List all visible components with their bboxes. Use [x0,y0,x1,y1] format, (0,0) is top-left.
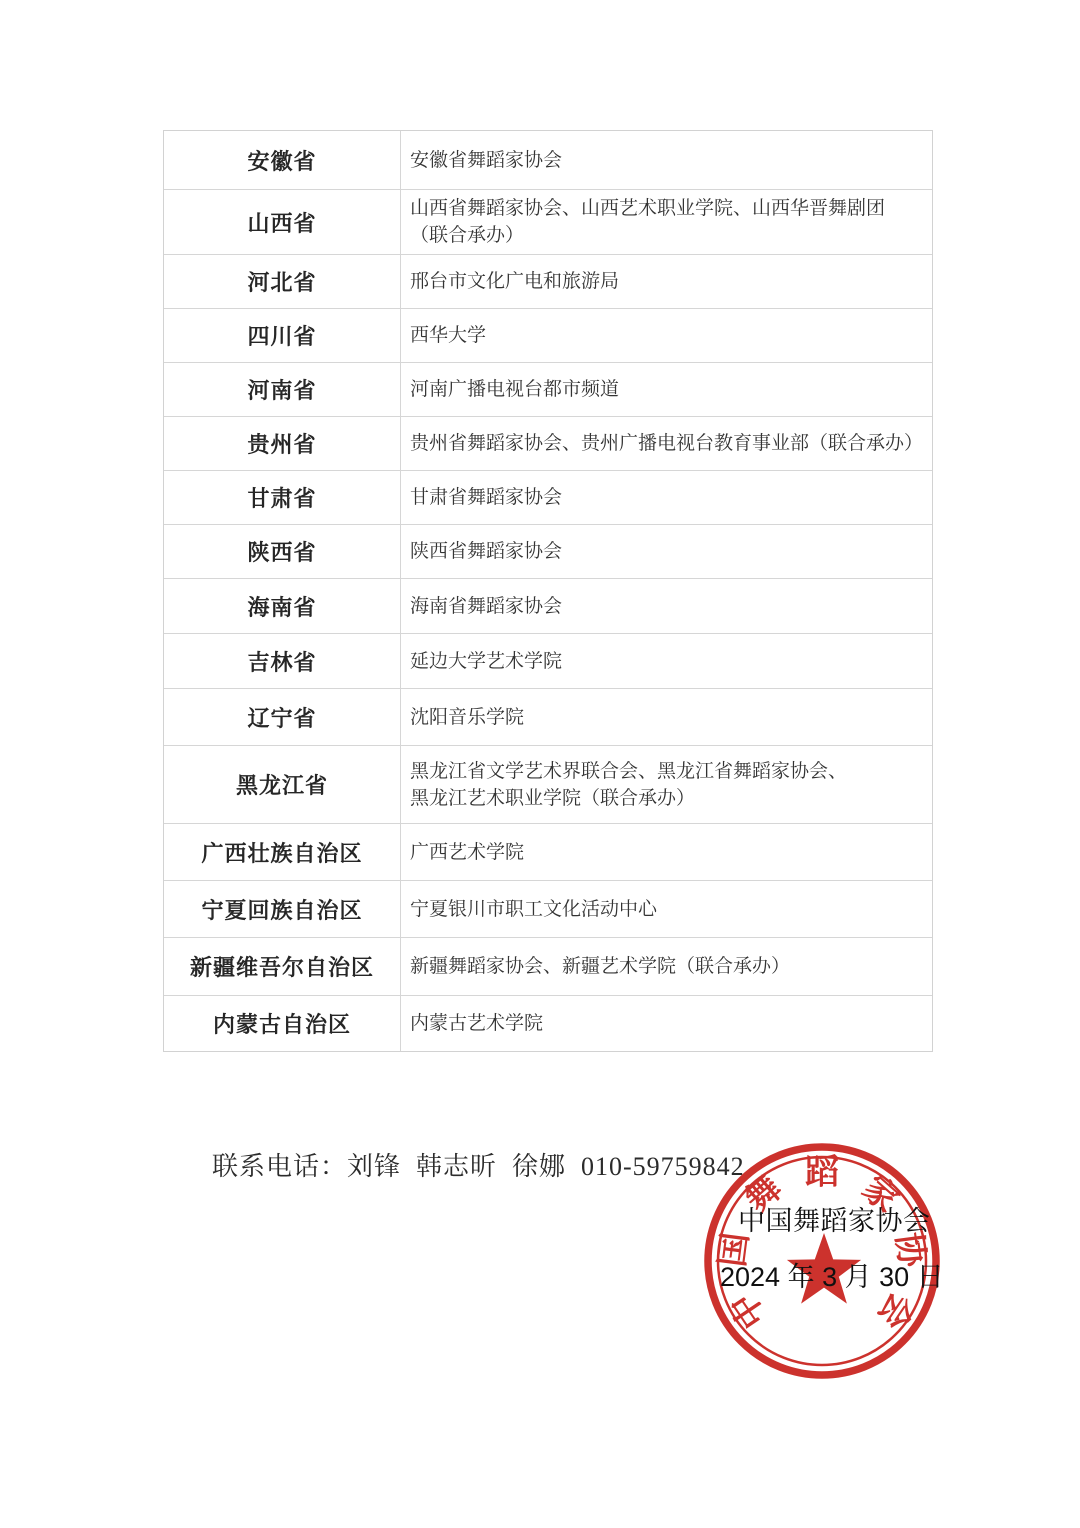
province-cell: 河北省 [164,255,401,308]
seal-stamp-icon [697,1136,947,1386]
province-cell: 宁夏回族自治区 [164,881,401,937]
organizer-cell: 安徽省舞蹈家协会 [410,149,563,171]
organizer-cell: 陕西省舞蹈家协会 [410,541,563,562]
province-cell: 四川省 [164,309,401,362]
table-row [164,823,932,880]
seal-arc-char: 家 [855,1169,906,1221]
province-cell: 贵州省 [164,417,401,470]
table-row [164,633,932,688]
province-cell: 陕西省 [164,525,401,578]
issuer-name: 中国舞蹈家协会 [738,1206,931,1236]
province-cell: 辽宁省 [164,689,401,745]
seal-arc-char: 舞 [738,1169,789,1221]
table-row [164,524,932,578]
table-row [164,254,932,308]
contact-phone-line: 联系电话：刘锋 韩志昕 徐娜 010-59759842 [212,1152,745,1181]
table-row [164,416,932,470]
organizer-cell: 贵州省舞蹈家协会、贵州广播电视台教育事业部（联合承办） [410,433,924,454]
province-cell: 甘肃省 [164,471,401,524]
host-organizations-table [163,130,933,1052]
organizer-cell: 黑龙江省文学艺术界联合会、黑龙江省舞蹈家协会、 黑龙江艺术职业学院（联合承办） [410,760,848,809]
province-cell: 山西省 [164,190,401,254]
province-cell: 新疆维吾尔自治区 [164,938,401,995]
seal-arc-char: 中 [724,1285,774,1335]
province-cell: 安徽省 [164,131,401,189]
seal-arc-char: 国 [714,1230,756,1270]
seal-arc-char: 蹈 [805,1154,839,1192]
province-cell: 广西壮族自治区 [164,824,401,880]
province-cell: 河南省 [164,363,401,416]
table-row [164,189,932,254]
table-row [164,308,932,362]
organizer-cell: 广西艺术学院 [410,841,525,863]
seal-arc-char: 协 [888,1230,930,1270]
table-row [164,688,932,745]
organizer-cell: 内蒙古艺术学院 [410,1013,544,1034]
table-row [164,745,932,823]
province-cell: 海南省 [164,579,401,633]
issue-date: 2024 年 3 月 30 日 [720,1262,944,1292]
organizer-cell: 延边大学艺术学院 [410,650,563,672]
province-cell: 黑龙江省 [164,746,401,823]
organizer-cell: 甘肃省舞蹈家协会 [410,487,563,508]
province-cell: 内蒙古自治区 [164,996,401,1051]
province-cell: 吉林省 [164,634,401,688]
official-seal [697,1136,947,1386]
organizer-cell: 河南广播电视台都市频道 [410,379,620,400]
seal-arc-char: 会 [870,1285,920,1335]
table-row [164,937,932,995]
table-row [164,470,932,524]
table-row [164,880,932,937]
organizer-cell: 山西省舞蹈家协会、山西艺术职业学院、山西华晋舞剧团 （联合承办） [410,198,886,246]
organizer-cell: 海南省舞蹈家协会 [410,595,563,617]
organizer-cell: 宁夏银川市职工文化活动中心 [410,898,658,920]
table-row [164,131,932,189]
organizer-cell: 沈阳音乐学院 [410,706,525,728]
table-row [164,362,932,416]
organizer-cell: 邢台市文化广电和旅游局 [410,271,620,292]
organizer-cell: 新疆舞蹈家协会、新疆艺术学院（联合承办） [410,956,791,977]
organizer-cell: 西华大学 [410,325,487,346]
table-row [164,578,932,633]
table-row [164,995,932,1051]
